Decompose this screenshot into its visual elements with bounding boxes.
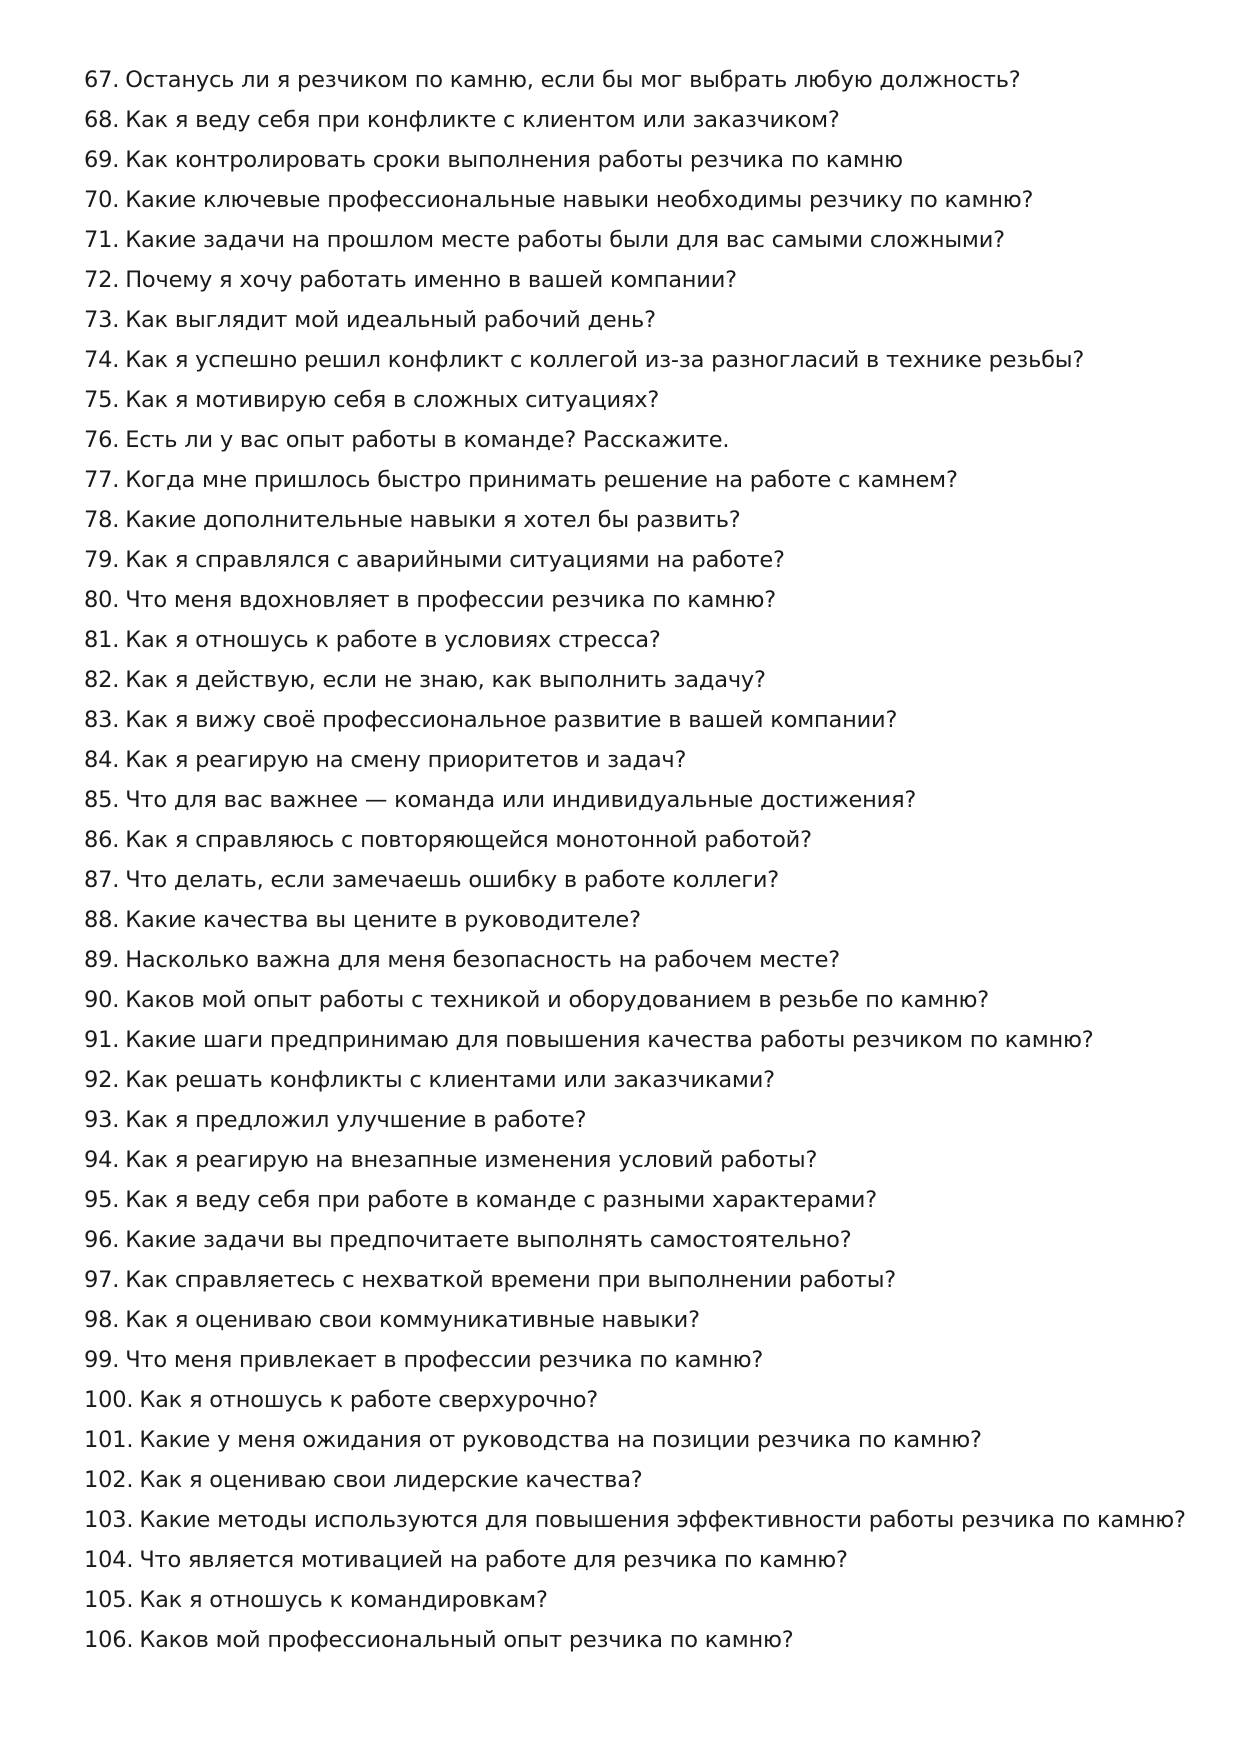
- question-text: Какие шаги предпринимаю для повышения качества работы резчиком по камню?: [125, 1027, 1094, 1053]
- question-number: 73.: [84, 307, 120, 333]
- question-number: 74.: [84, 347, 120, 373]
- question-text: Какие методы используются для повышения эффективности работы резчика по камню?: [139, 1507, 1186, 1533]
- question-item: [84, 700, 1199, 740]
- question-number: 77.: [84, 467, 120, 493]
- question-text: Как справляетесь с нехваткой времени при выполнении работы?: [125, 1267, 896, 1293]
- question-text: Как я оцениваю свои коммуникативные навыки?: [125, 1307, 700, 1333]
- question-item: [84, 340, 1199, 380]
- question-text: Как я веду себя при работе в команде с разными характерами?: [125, 1187, 877, 1213]
- question-item: [84, 60, 1199, 100]
- question-number: 97.: [84, 1267, 120, 1293]
- question-number: 80.: [84, 587, 120, 613]
- question-text: Как я отношусь к командировкам?: [139, 1587, 548, 1613]
- question-item: [84, 580, 1199, 620]
- question-text: Как я веду себя при конфликте с клиентом или заказчиком?: [125, 107, 840, 133]
- question-item: [84, 1060, 1199, 1100]
- question-number: 95.: [84, 1187, 120, 1213]
- question-item: [84, 1180, 1199, 1220]
- question-number: 88.: [84, 907, 120, 933]
- question-number: 100.: [84, 1387, 134, 1413]
- question-text: Есть ли у вас опыт работы в команде? Расскажите.: [125, 427, 730, 453]
- question-text: Когда мне пришлось быстро принимать решение на работе с камнем?: [125, 467, 958, 493]
- question-text: Каков мой опыт работы с техникой и оборудованием в резьбе по камню?: [125, 987, 989, 1013]
- question-item: [84, 380, 1199, 420]
- question-item: [84, 1620, 1199, 1660]
- question-item: [84, 540, 1199, 580]
- question-number: 75.: [84, 387, 120, 413]
- question-number: 84.: [84, 747, 120, 773]
- question-item: [84, 1300, 1199, 1340]
- question-text: Как я вижу своё профессиональное развитие в вашей компании?: [125, 707, 898, 733]
- question-number: 70.: [84, 187, 120, 213]
- question-text: Как я отношусь к работе в условиях стресса?: [125, 627, 661, 653]
- question-number: 98.: [84, 1307, 120, 1333]
- question-item: [84, 1220, 1199, 1260]
- question-number: 96.: [84, 1227, 120, 1253]
- question-number: 90.: [84, 987, 120, 1013]
- question-text: Какие у меня ожидания от руководства на позиции резчика по камню?: [139, 1427, 982, 1453]
- question-item: [84, 1020, 1199, 1060]
- question-text: Что для вас важнее — команда или индивидуальные достижения?: [125, 787, 917, 813]
- question-item: [84, 980, 1199, 1020]
- question-number: 83.: [84, 707, 120, 733]
- question-text: Как я предложил улучшение в работе?: [125, 1107, 587, 1133]
- question-item: [84, 420, 1199, 460]
- question-number: 99.: [84, 1347, 120, 1373]
- question-item: [84, 500, 1199, 540]
- question-number: 76.: [84, 427, 120, 453]
- question-number: 71.: [84, 227, 120, 253]
- question-text: Как решать конфликты с клиентами или заказчиками?: [125, 1067, 775, 1093]
- question-item: [84, 1500, 1199, 1540]
- question-item: [84, 1100, 1199, 1140]
- question-item: [84, 900, 1199, 940]
- question-item: [84, 940, 1199, 980]
- question-item: [84, 1540, 1199, 1580]
- question-number: 94.: [84, 1147, 120, 1173]
- question-item: [84, 460, 1199, 500]
- question-number: 82.: [84, 667, 120, 693]
- question-number: 85.: [84, 787, 120, 813]
- question-text: Как я действую, если не знаю, как выполнить задачу?: [125, 667, 766, 693]
- question-number: 78.: [84, 507, 120, 533]
- question-text: Какие дополнительные навыки я хотел бы развить?: [125, 507, 741, 533]
- question-text: Какие ключевые профессиональные навыки необходимы резчику по камню?: [125, 187, 1034, 213]
- question-text: Какие качества вы цените в руководителе?: [125, 907, 641, 933]
- question-item: [84, 1260, 1199, 1300]
- question-item: [84, 180, 1199, 220]
- question-item: [84, 660, 1199, 700]
- question-number: 106.: [84, 1627, 134, 1653]
- question-text: Что делать, если замечаешь ошибку в работе коллеги?: [125, 867, 780, 893]
- question-number: 72.: [84, 267, 120, 293]
- question-text: Останусь ли я резчиком по камню, если бы мог выбрать любую должность?: [125, 67, 1021, 93]
- question-text: Как я мотивирую себя в сложных ситуациях?: [125, 387, 660, 413]
- question-item: [84, 820, 1199, 860]
- question-number: 81.: [84, 627, 120, 653]
- question-item: [84, 220, 1199, 260]
- question-number: 69.: [84, 147, 120, 173]
- question-number: 86.: [84, 827, 120, 853]
- question-number: 102.: [84, 1467, 134, 1493]
- question-number: 93.: [84, 1107, 120, 1133]
- question-number: 103.: [84, 1507, 134, 1533]
- question-item: [84, 140, 1199, 180]
- question-text: Как выглядит мой идеальный рабочий день?: [125, 307, 656, 333]
- question-number: 87.: [84, 867, 120, 893]
- question-item: [84, 1460, 1199, 1500]
- question-number: 91.: [84, 1027, 120, 1053]
- question-number: 67.: [84, 67, 120, 93]
- question-item: [84, 1340, 1199, 1380]
- question-number: 101.: [84, 1427, 134, 1453]
- question-text: Что является мотивацией на работе для резчика по камню?: [139, 1547, 848, 1573]
- question-text: Что меня привлекает в профессии резчика по камню?: [125, 1347, 764, 1373]
- question-item: [84, 1380, 1199, 1420]
- question-number: 89.: [84, 947, 120, 973]
- question-text: Как я отношусь к работе сверхурочно?: [139, 1387, 599, 1413]
- question-item: [84, 1420, 1199, 1460]
- question-number: 92.: [84, 1067, 120, 1093]
- question-text: Почему я хочу работать именно в вашей компании?: [125, 267, 737, 293]
- question-item: [84, 1580, 1199, 1620]
- question-text: Как я реагирую на смену приоритетов и задач?: [125, 747, 687, 773]
- question-item: [84, 260, 1199, 300]
- question-text: Какие задачи на прошлом месте работы были для вас самыми сложными?: [125, 227, 1005, 253]
- question-text: Как контролировать сроки выполнения работы резчика по камню: [125, 147, 903, 173]
- question-text: Как я оцениваю свои лидерские качества?: [139, 1467, 643, 1493]
- question-item: [84, 740, 1199, 780]
- document-page: [84, 60, 1199, 1660]
- question-number: 68.: [84, 107, 120, 133]
- question-number: 105.: [84, 1587, 134, 1613]
- question-item: [84, 780, 1199, 820]
- question-item: [84, 860, 1199, 900]
- question-text: Насколько важна для меня безопасность на рабочем месте?: [125, 947, 840, 973]
- question-text: Какие задачи вы предпочитаете выполнять самостоятельно?: [125, 1227, 852, 1253]
- question-item: [84, 300, 1199, 340]
- question-number: 104.: [84, 1547, 134, 1573]
- question-text: Как я успешно решил конфликт с коллегой из-за разногласий в технике резьбы?: [125, 347, 1085, 373]
- question-number: 79.: [84, 547, 120, 573]
- question-text: Как я справлялся с аварийными ситуациями на работе?: [125, 547, 785, 573]
- question-text: Как я справляюсь с повторяющейся монотонной работой?: [125, 827, 812, 853]
- question-item: [84, 620, 1199, 660]
- question-list: [84, 60, 1199, 1660]
- question-text: Что меня вдохновляет в профессии резчика по камню?: [125, 587, 777, 613]
- question-text: Каков мой профессиональный опыт резчика по камню?: [139, 1627, 794, 1653]
- question-text: Как я реагирую на внезапные изменения условий работы?: [125, 1147, 818, 1173]
- question-item: [84, 1140, 1199, 1180]
- question-item: [84, 100, 1199, 140]
